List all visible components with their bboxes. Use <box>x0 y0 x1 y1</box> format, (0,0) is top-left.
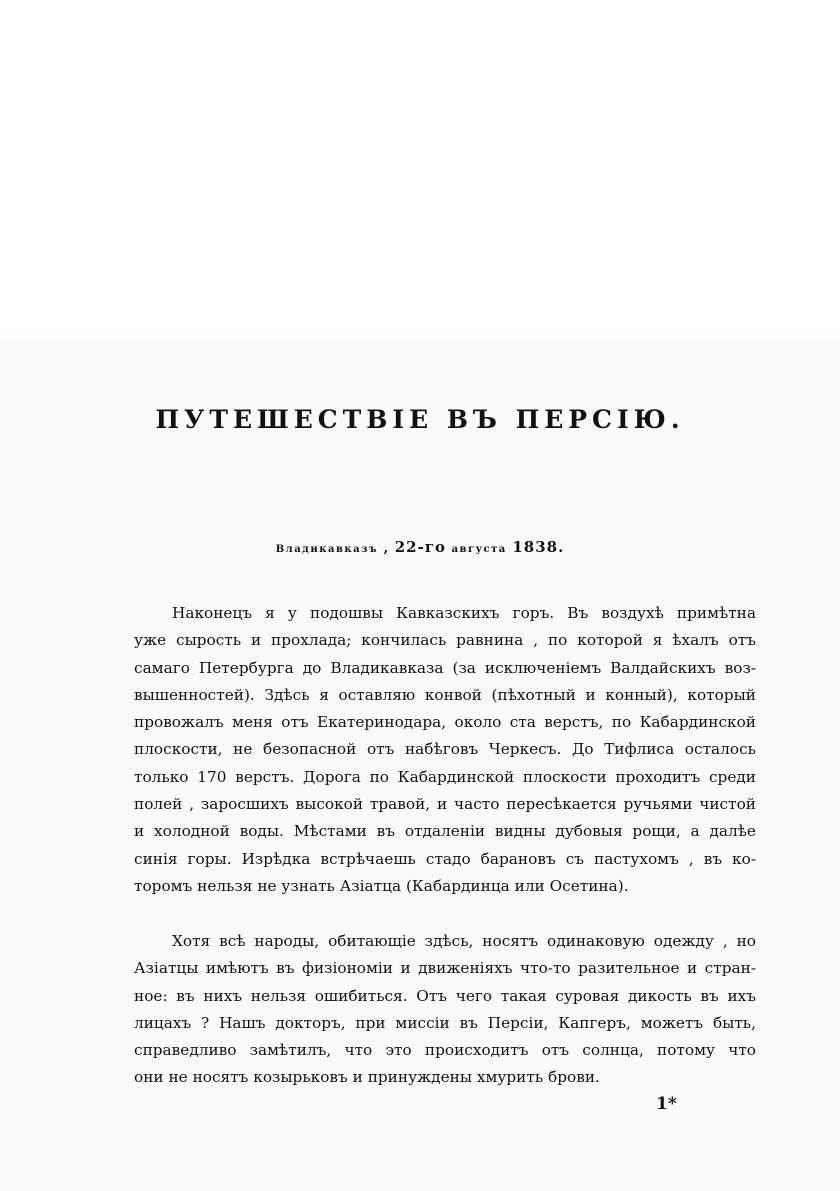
dateline <box>0 538 840 556</box>
text-line: полей , заросшихъ высокой травой, и часто пересѣкается ручьями чистой <box>134 795 756 814</box>
text-line: ное: въ нихъ нельзя ошибиться. Отъ чего такая суровая дикость въ ихъ <box>134 986 756 1005</box>
text-line: синія горы. Изрѣдка встрѣчаешь стадо барановъ съ пастухомъ , въ ко- <box>134 849 756 868</box>
dateline-separator: , <box>378 541 395 556</box>
text-line: провожалъ меня отъ Екатеринодара, около ста верстъ, по Кабардинской <box>134 713 756 732</box>
text-line: Наконецъ я у подошвы Кавказскихъ горъ. Въ воздухѣ примѣтна <box>172 604 756 622</box>
signature-mark: 1* <box>656 1094 677 1114</box>
text-line: справедливо замѣтилъ, что это происходитъ отъ солнца, потому что <box>134 1041 756 1060</box>
dateline-day: 22-го <box>394 538 447 556</box>
text-line: они не носятъ козырьковъ и принуждены хмурить брови. <box>134 1068 600 1087</box>
text-line: вышенностей). Здѣсь я оставляю конвой (пѣхотный и конный), который <box>134 685 756 704</box>
text-line: Азіатцы имѣютъ въ физіономіи и движеніяхъ что-то разительное и стран- <box>134 959 756 978</box>
paragraph-1 <box>134 600 756 900</box>
text-line: только 170 верстъ. Дорога по Кабардинской плоскости проходитъ среди <box>134 767 756 786</box>
text-line: уже сырость и прохлада; кончилась равнина , по которой я ѣхалъ отъ <box>134 631 756 650</box>
text-line: торомъ нельзя не узнать Азіатца (Кабардинца или Осетина). <box>134 876 629 895</box>
text-line: лицахъ ? Нашъ докторъ, при миссіи въ Персіи, Капгеръ, можетъ быть, <box>134 1013 756 1032</box>
paragraph-2 <box>134 928 756 1092</box>
dateline-month: августа <box>451 544 507 555</box>
text-line: плоскости, не безопасной отъ набѣговъ Черкесъ. До Тифлиса осталось <box>134 740 756 759</box>
text-line: и холодной воды. Мѣстами въ отдаленіи видны дубовыя рощи, а далѣе <box>134 822 756 841</box>
dateline-year: 1838. <box>512 538 565 556</box>
text-line: самаго Петербурга до Владикавказа (за исключеніемъ Валдайскихъ воз- <box>134 658 756 677</box>
dateline-place: Владикавказъ <box>275 544 379 555</box>
text-line: Хотя всѣ народы, обитающіе здѣсь, носятъ одинаковую одежду , но <box>172 932 756 950</box>
chapter-title: ПУТЕШЕСТВІЕ ВЪ ПЕРСІЮ. <box>155 404 685 434</box>
